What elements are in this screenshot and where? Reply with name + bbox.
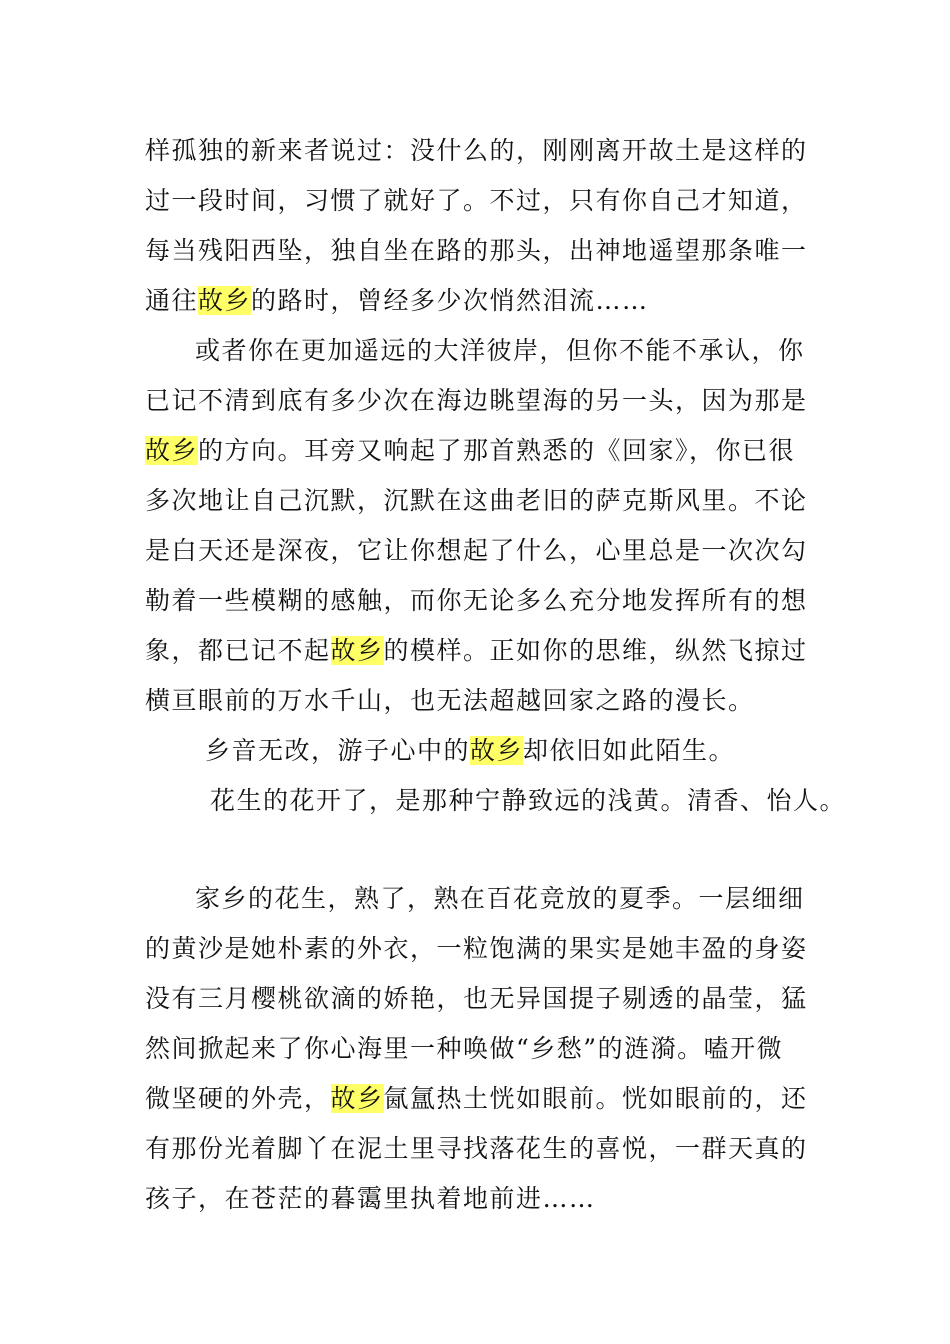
highlighted-term: 故乡 [145,436,199,465]
text-run: 然间掀起来了你心海里一种唤做“乡愁”的涟漪。嗑开微 [145,1034,784,1063]
text-run: 有那份光着脚丫在泥土里寻找落花生的喜悦，一群天真的 [145,1134,808,1163]
highlighted-term: 故乡 [470,736,524,765]
text-run: 通往 [145,286,199,315]
text-run: 的路时，曾经多少次悄然泪流…… [251,286,649,315]
text-line [145,535,808,567]
text-run: 或者你在更加遥远的大洋彼岸，但你不能不承认，你 [195,336,805,365]
paragraph-first-line [195,883,805,915]
paragraph-first-line [205,735,735,767]
text-run: 氤氲热土恍如眼前。恍如眼前的，还 [383,1084,808,1113]
text-line [145,585,808,617]
text-line [145,285,649,317]
highlighted-term: 故乡 [198,286,252,315]
text-line [145,435,795,467]
text-run: 勒着一些模糊的感触，而你无论多么充分地发挥所有的想 [145,586,808,615]
text-line [145,635,808,667]
text-run: 样孤独的新来者说过：没什么的，刚刚离开故土是这样的 [145,136,808,165]
text-run: 却依旧如此陌生。 [523,736,736,765]
text-run: 花生的花开了，是那种宁静致远的浅黄。清香、怡人。 [210,786,847,815]
text-line [145,685,755,717]
text-run: 孩子，在苍茫的暮霭里执着地前进…… [145,1184,596,1213]
text-line [145,1033,783,1065]
text-run: 是白天还是深夜，它让你想起了什么，心里总是一次次勾 [145,536,808,565]
text-run: 象，都已记不起 [145,636,331,665]
text-run: 横亘眼前的万水千山，也无法超越回家之路的漫长。 [145,686,755,715]
text-line [145,983,808,1015]
text-run: 微坚硬的外壳， [145,1084,331,1113]
text-line [145,933,808,965]
text-run: 已记不清到底有多少次在海边眺望海的另一头，因为那是 [145,386,808,415]
highlighted-term: 故乡 [330,636,384,665]
text-line [145,235,808,267]
text-run: 没有三月樱桃欲滴的娇艳，也无异国提子剔透的晶莹，猛 [145,984,808,1013]
text-run: 的模样。正如你的思维，纵然飞掠过 [383,636,808,665]
text-run: 家乡的花生，熟了，熟在百花竞放的夏季。一层细细 [195,884,805,913]
text-run: 的黄沙是她朴素的外衣，一粒饱满的果实是她丰盈的身姿 [145,934,808,963]
paragraph-first-line [210,785,846,817]
text-line [145,1183,596,1215]
text-run: 每当残阳西坠，独自坐在路的那头，出神地遥望那条唯一 [145,236,808,265]
text-run: 多次地让自己沉默，沉默在这曲老旧的萨克斯风里。不论 [145,486,808,515]
text-line [145,385,808,417]
highlighted-term: 故乡 [330,1084,384,1113]
text-line [145,1083,808,1115]
text-run: 过一段时间，习惯了就好了。不过，只有你自己才知道， [145,186,808,215]
text-line [145,185,808,217]
text-run: 乡音无改，游子心中的 [205,736,471,765]
paragraph-first-line [195,335,805,367]
text-run: 的方向。耳旁又响起了那首熟悉的《回家》，你已很 [198,436,796,465]
text-line [145,485,808,517]
text-line [145,135,808,167]
text-line [145,1133,808,1165]
